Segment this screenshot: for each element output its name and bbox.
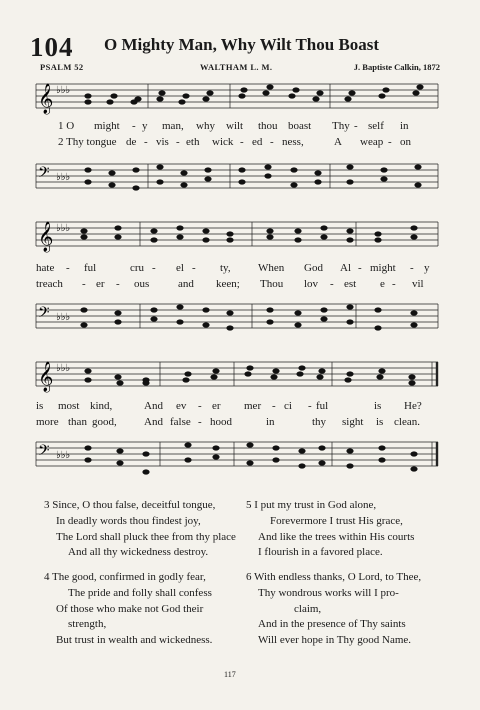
svg-text:♭♭♭: ♭♭♭ [56, 85, 71, 96]
svg-text:♭♭♭: ♭♭♭ [56, 312, 71, 323]
hymn-title: O Mighty Man, Why Wilt Thou Boast [104, 35, 380, 54]
lyric-line-3-verse-1: is most kind, And ev - er mer - ci - ful is He? [36, 400, 422, 412]
svg-text:𝄞: 𝄞 [38, 222, 54, 252]
svg-text:♭♭♭: ♭♭♭ [56, 450, 71, 461]
lyric-line-2-verse-1: hate - ful cru - el - ty, When God Al - might - y [36, 262, 430, 274]
music-system-1 [30, 78, 440, 208]
lyric-line-2-verse-2: treach - er - ous and keen; Thou lov - est e - vil [36, 278, 424, 290]
hymn-number: 104 [30, 32, 74, 62]
svg-text:𝄞: 𝄞 [38, 84, 54, 114]
bass-staff-2 [30, 296, 440, 340]
svg-text:𝄢: 𝄢 [38, 304, 50, 325]
bass-staff-3 [30, 434, 440, 482]
treble-staff-1 [30, 78, 440, 118]
svg-text:♭♭♭: ♭♭♭ [56, 223, 71, 234]
music-system-3 [30, 356, 440, 488]
lyric-line-3-verse-2: more than good, And false - hood in thy sight is clean. [36, 416, 420, 428]
svg-text:𝄢: 𝄢 [38, 164, 50, 185]
svg-text:♭♭♭: ♭♭♭ [56, 172, 71, 183]
psalm-reference: PSALM 52 [40, 62, 84, 72]
svg-text:𝄞: 𝄞 [38, 362, 54, 392]
lyric-line-1-verse-1: 1 O might - y man, why wilt thou boast Thy - self in [58, 120, 409, 132]
svg-text:𝄢: 𝄢 [38, 442, 50, 463]
page-number: 117 [224, 670, 236, 679]
verse-4: 4 The good, confirmed in godly fear, The pride and folly shall confess Of those who make not God their strength, But trust in wealth and wickedness. [44, 571, 213, 647]
composer-credit: J. Baptiste Calkin, 1872 [353, 62, 440, 72]
treble-staff-2 [30, 216, 440, 256]
verse-6: 6 With endless thanks, O Lord, to Thee, Thy wondrous works will I pro- claim, And in the presence of Thy saints Will ever hope in Thy good Name. [246, 571, 422, 647]
svg-text:♭♭♭: ♭♭♭ [56, 363, 71, 374]
tune-name: WALTHAM L. M. [200, 62, 273, 72]
lyric-line-1-verse-2: 2 Thy tongue de - vis - eth wick - ed - ness, A weap - on [58, 136, 411, 148]
verse-3: 3 Since, O thou false, deceitful tongue, In deadly words thou findest joy, The Lord shall pluck thee from thy place And all thy wickedness destroy. [44, 499, 236, 559]
treble-staff-3 [30, 356, 440, 396]
verse-5: 5 I put my trust in God alone, Forevermore I trust His grace, And like the trees within His courts I flourish in a favored place. [246, 499, 415, 559]
bass-staff-1 [30, 156, 440, 200]
music-system-2 [30, 216, 440, 346]
